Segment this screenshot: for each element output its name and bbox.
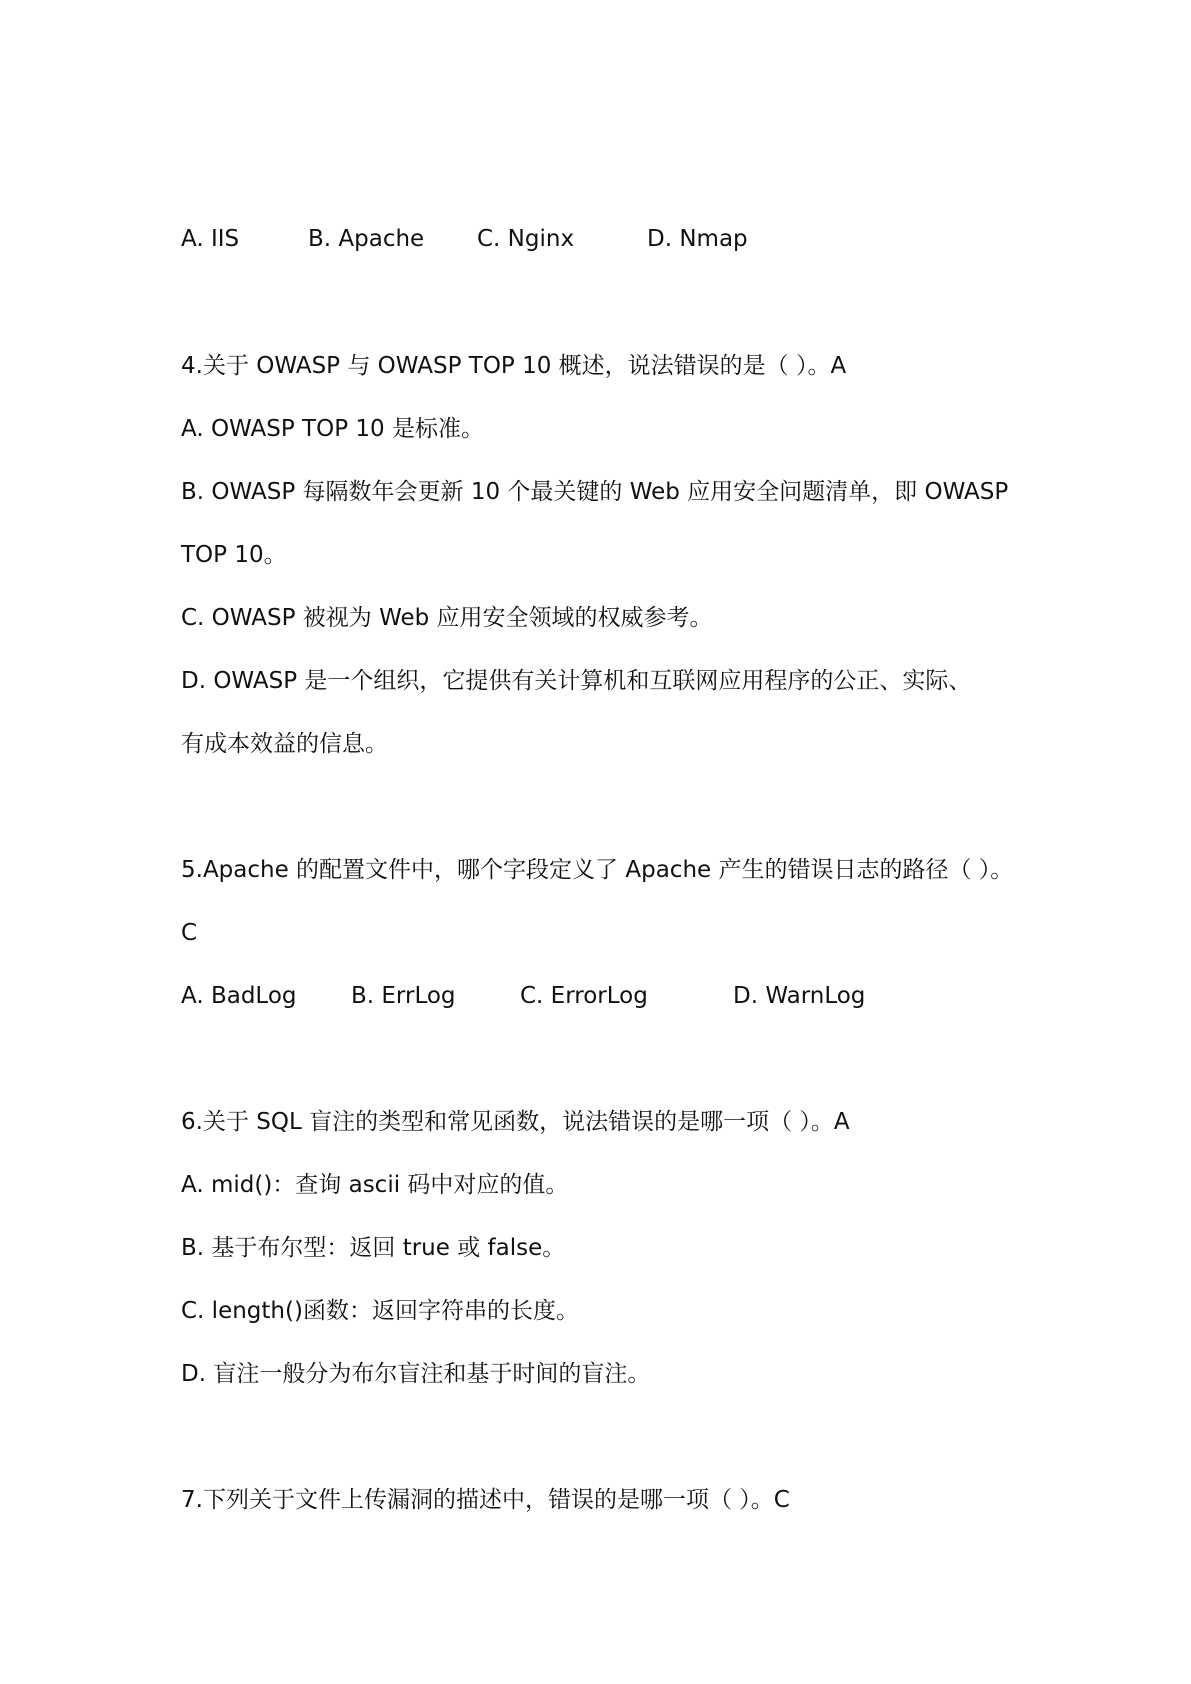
q5-option-c: C. ErrorLog [520, 983, 648, 1009]
q4-option-d-line1: D. OWASP 是一个组织，它提供有关计算机和互联网应用程序的公正、实际、 [181, 668, 972, 694]
q6-option-a: A. mid()：查询 ascii 码中对应的值。 [181, 1172, 569, 1198]
q4-option-b-line1: B. OWASP 每隔数年会更新 10 个最关键的 Web 应用安全问题清单，即 OWASP [181, 479, 1009, 505]
q6-option-c: C. length()函数：返回字符串的长度。 [181, 1298, 579, 1324]
q6-option-d: D. 盲注一般分为布尔盲注和基于时间的盲注。 [181, 1361, 651, 1387]
q4-option-d-line2: 有成本效益的信息。 [181, 731, 388, 757]
q3-option-b: B. Apache [308, 226, 425, 252]
q7-stem: 7.下列关于文件上传漏洞的描述中，错误的是哪一项（ ）。C [181, 1487, 790, 1513]
q4-option-a: A. OWASP TOP 10 是标准。 [181, 416, 484, 442]
q5-option-d: D. WarnLog [733, 983, 866, 1009]
q5-option-b: B. ErrLog [351, 983, 456, 1009]
q4-option-b-line2: TOP 10。 [181, 542, 287, 568]
q6-option-b: B. 基于布尔型：返回 true 或 false。 [181, 1235, 566, 1261]
q5-stem-line2: C [181, 920, 198, 946]
q4-stem: 4.关于 OWASP 与 OWASP TOP 10 概述，说法错误的是（ ）。A [181, 353, 847, 379]
q5-option-a: A. BadLog [181, 983, 297, 1009]
q5-stem-line1: 5.Apache 的配置文件中，哪个字段定义了 Apache 产生的错误日志的路径（ ）。 [181, 857, 1014, 883]
q3-option-d: D. Nmap [647, 226, 748, 252]
q6-stem: 6.关于 SQL 盲注的类型和常见函数，说法错误的是哪一项（ ）。A [181, 1109, 850, 1135]
q4-option-c: C. OWASP 被视为 Web 应用安全领域的权威参考。 [181, 605, 713, 631]
q3-option-c: C. Nginx [477, 226, 575, 252]
q3-option-a: A. IIS [181, 226, 240, 252]
